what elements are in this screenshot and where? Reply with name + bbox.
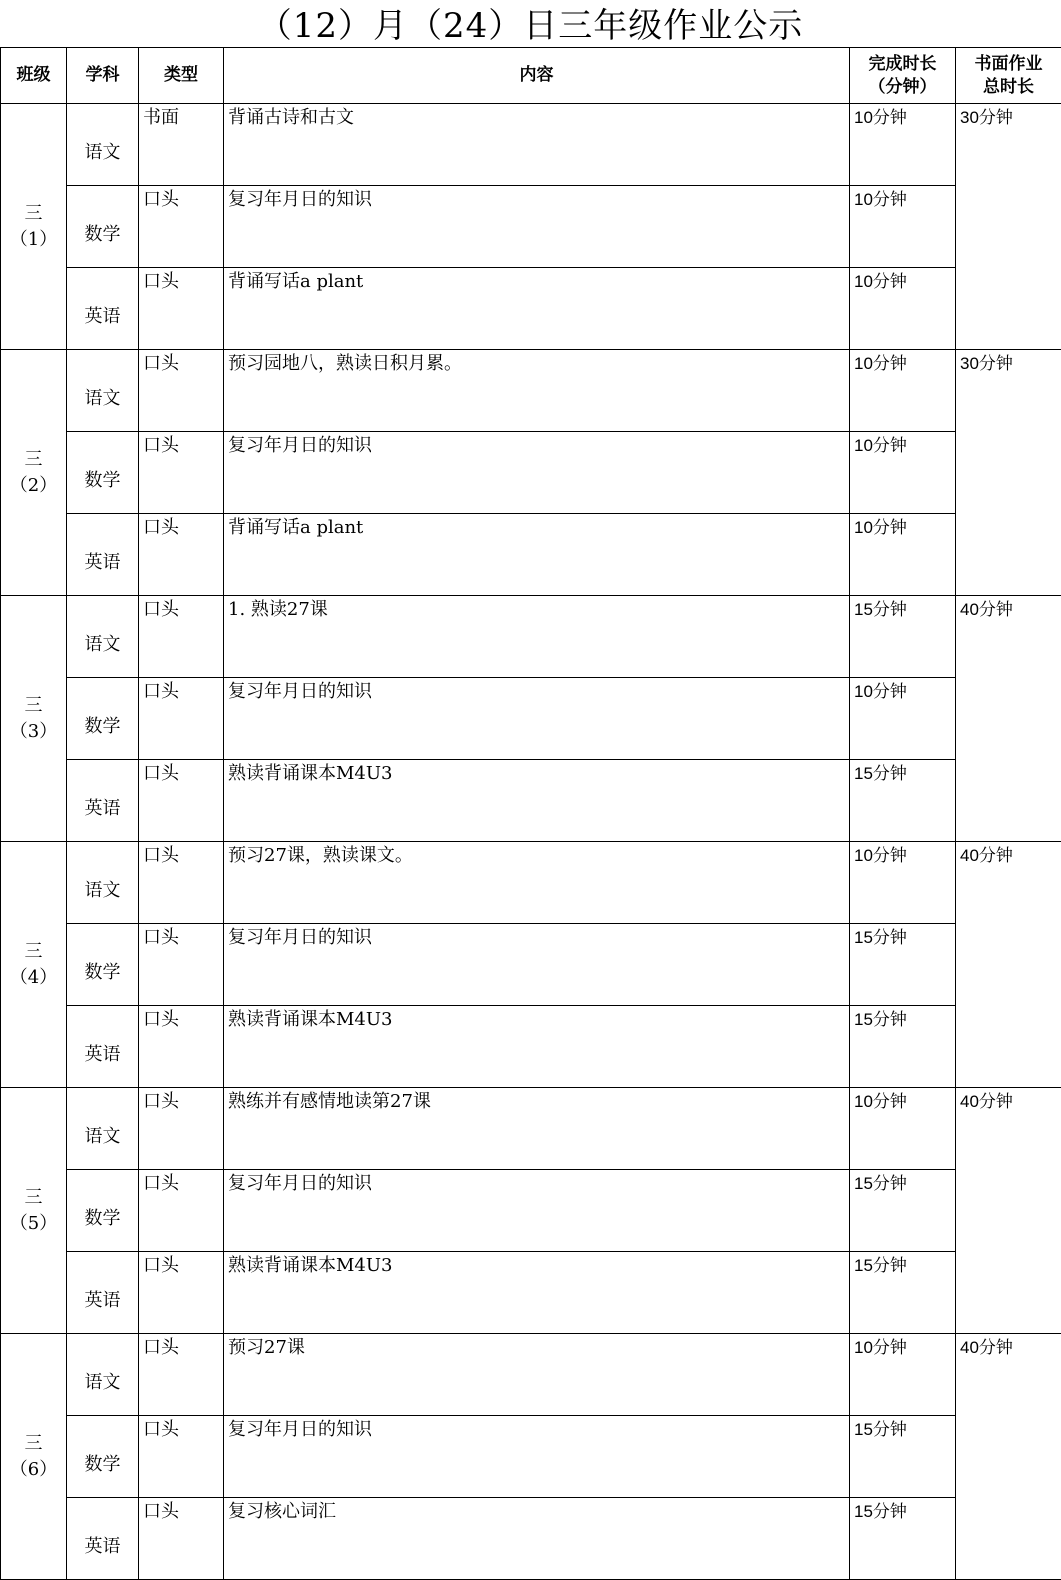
content-cell: 预习27课，熟读课文。 bbox=[224, 842, 850, 924]
content-cell: 背诵写话a plant bbox=[224, 268, 850, 350]
total-time-cell: 30分钟 bbox=[956, 104, 1061, 350]
content-cell: 熟读背诵课本M4U3 bbox=[224, 1006, 850, 1088]
subject-cell: 语文 bbox=[67, 1088, 139, 1170]
time-cell: 15分钟 bbox=[850, 760, 956, 842]
type-cell: 口头 bbox=[139, 1498, 224, 1580]
content-cell: 复习年月日的知识 bbox=[224, 186, 850, 268]
type-cell: 口头 bbox=[139, 1088, 224, 1170]
class-cell bbox=[1, 1088, 67, 1334]
type-cell: 口头 bbox=[139, 268, 224, 350]
table-row bbox=[1, 1416, 1061, 1498]
type-cell: 口头 bbox=[139, 350, 224, 432]
total-time-cell: 30分钟 bbox=[956, 350, 1061, 596]
type-cell: 口头 bbox=[139, 186, 224, 268]
subject-cell: 数学 bbox=[67, 186, 139, 268]
table-row bbox=[1, 1006, 1061, 1088]
type-cell: 口头 bbox=[139, 432, 224, 514]
subject-cell: 语文 bbox=[67, 1334, 139, 1416]
header-class: 班级 bbox=[1, 48, 67, 104]
content-cell: 背诵古诗和古文 bbox=[224, 104, 850, 186]
type-cell: 口头 bbox=[139, 760, 224, 842]
table-row bbox=[1, 596, 1061, 678]
type-cell: 口头 bbox=[139, 1334, 224, 1416]
type-cell: 口头 bbox=[139, 514, 224, 596]
type-cell: 口头 bbox=[139, 596, 224, 678]
time-cell: 15分钟 bbox=[850, 924, 956, 1006]
class-grade: 三 bbox=[1, 1431, 66, 1457]
table-row bbox=[1, 1498, 1061, 1580]
table-row bbox=[1, 678, 1061, 760]
table-row bbox=[1, 1170, 1061, 1252]
total-time-cell: 40分钟 bbox=[956, 1334, 1061, 1580]
content-cell: 复习年月日的知识 bbox=[224, 678, 850, 760]
time-cell: 10分钟 bbox=[850, 1088, 956, 1170]
header-time bbox=[850, 48, 956, 104]
subject-cell: 英语 bbox=[67, 514, 139, 596]
subject-cell: 语文 bbox=[67, 104, 139, 186]
class-grade: 三 bbox=[1, 201, 66, 227]
content-cell: 背诵写话a plant bbox=[224, 514, 850, 596]
page-title: （12）月（24）日三年级作业公示 bbox=[0, 0, 1061, 47]
table-row bbox=[1, 924, 1061, 1006]
table-row bbox=[1, 432, 1061, 514]
content-cell: 熟读背诵课本M4U3 bbox=[224, 760, 850, 842]
table-row bbox=[1, 186, 1061, 268]
class-number: （5） bbox=[1, 1211, 66, 1237]
class-grade: 三 bbox=[1, 1185, 66, 1211]
total-time-cell: 40分钟 bbox=[956, 596, 1061, 842]
class-grade: 三 bbox=[1, 447, 66, 473]
class-cell bbox=[1, 104, 67, 350]
time-cell: 10分钟 bbox=[850, 104, 956, 186]
header-type: 类型 bbox=[139, 48, 224, 104]
time-cell: 15分钟 bbox=[850, 1416, 956, 1498]
class-number: （3） bbox=[1, 719, 66, 745]
total-time-cell: 40分钟 bbox=[956, 1088, 1061, 1334]
header-total-line2: 总时长 bbox=[956, 76, 1061, 99]
class-cell bbox=[1, 350, 67, 596]
content-cell: 复习年月日的知识 bbox=[224, 432, 850, 514]
header-time-line2: （分钟） bbox=[850, 76, 955, 99]
subject-cell: 数学 bbox=[67, 924, 139, 1006]
content-cell: 复习年月日的知识 bbox=[224, 1170, 850, 1252]
class-grade: 三 bbox=[1, 693, 66, 719]
class-number: （2） bbox=[1, 473, 66, 499]
header-content: 内容 bbox=[224, 48, 850, 104]
table-row bbox=[1, 514, 1061, 596]
content-cell: 熟读背诵课本M4U3 bbox=[224, 1252, 850, 1334]
table-row bbox=[1, 1334, 1061, 1416]
time-cell: 10分钟 bbox=[850, 268, 956, 350]
class-cell bbox=[1, 842, 67, 1088]
class-cell bbox=[1, 596, 67, 842]
type-cell: 口头 bbox=[139, 1252, 224, 1334]
subject-cell: 英语 bbox=[67, 268, 139, 350]
table-row bbox=[1, 350, 1061, 432]
homework-table bbox=[0, 47, 1061, 1580]
subject-cell: 英语 bbox=[67, 760, 139, 842]
subject-cell: 数学 bbox=[67, 678, 139, 760]
subject-cell: 数学 bbox=[67, 1170, 139, 1252]
total-time-cell: 40分钟 bbox=[956, 842, 1061, 1088]
type-cell: 口头 bbox=[139, 842, 224, 924]
time-cell: 15分钟 bbox=[850, 1252, 956, 1334]
class-cell bbox=[1, 1334, 67, 1580]
content-cell: 复习年月日的知识 bbox=[224, 1416, 850, 1498]
type-cell: 口头 bbox=[139, 924, 224, 1006]
table-row bbox=[1, 760, 1061, 842]
time-cell: 15分钟 bbox=[850, 1498, 956, 1580]
table-body bbox=[1, 104, 1061, 1580]
header-total bbox=[956, 48, 1061, 104]
subject-cell: 英语 bbox=[67, 1252, 139, 1334]
type-cell: 口头 bbox=[139, 1416, 224, 1498]
content-cell: 预习27课 bbox=[224, 1334, 850, 1416]
time-cell: 10分钟 bbox=[850, 186, 956, 268]
time-cell: 15分钟 bbox=[850, 1006, 956, 1088]
header-total-line1: 书面作业 bbox=[956, 53, 1061, 76]
header-subject: 学科 bbox=[67, 48, 139, 104]
table-row bbox=[1, 268, 1061, 350]
content-cell: 1. 熟读27课 bbox=[224, 596, 850, 678]
subject-cell: 语文 bbox=[67, 842, 139, 924]
content-cell: 预习园地八，熟读日积月累。 bbox=[224, 350, 850, 432]
time-cell: 10分钟 bbox=[850, 350, 956, 432]
table-row bbox=[1, 104, 1061, 186]
time-cell: 10分钟 bbox=[850, 678, 956, 760]
subject-cell: 语文 bbox=[67, 350, 139, 432]
time-cell: 15分钟 bbox=[850, 596, 956, 678]
time-cell: 15分钟 bbox=[850, 1170, 956, 1252]
content-cell: 复习年月日的知识 bbox=[224, 924, 850, 1006]
type-cell: 口头 bbox=[139, 678, 224, 760]
type-cell: 口头 bbox=[139, 1006, 224, 1088]
table-row bbox=[1, 1088, 1061, 1170]
class-number: （4） bbox=[1, 965, 66, 991]
table-row bbox=[1, 842, 1061, 924]
time-cell: 10分钟 bbox=[850, 514, 956, 596]
subject-cell: 数学 bbox=[67, 432, 139, 514]
class-grade: 三 bbox=[1, 939, 66, 965]
header-row bbox=[1, 48, 1061, 104]
table-row bbox=[1, 1252, 1061, 1334]
subject-cell: 数学 bbox=[67, 1416, 139, 1498]
class-number: （6） bbox=[1, 1457, 66, 1483]
content-cell: 熟练并有感情地读第27课 bbox=[224, 1088, 850, 1170]
time-cell: 10分钟 bbox=[850, 1334, 956, 1416]
type-cell: 口头 bbox=[139, 1170, 224, 1252]
subject-cell: 英语 bbox=[67, 1498, 139, 1580]
class-number: （1） bbox=[1, 227, 66, 253]
subject-cell: 语文 bbox=[67, 596, 139, 678]
content-cell: 复习核心词汇 bbox=[224, 1498, 850, 1580]
time-cell: 10分钟 bbox=[850, 842, 956, 924]
header-time-line1: 完成时长 bbox=[850, 53, 955, 76]
subject-cell: 英语 bbox=[67, 1006, 139, 1088]
type-cell: 书面 bbox=[139, 104, 224, 186]
time-cell: 10分钟 bbox=[850, 432, 956, 514]
